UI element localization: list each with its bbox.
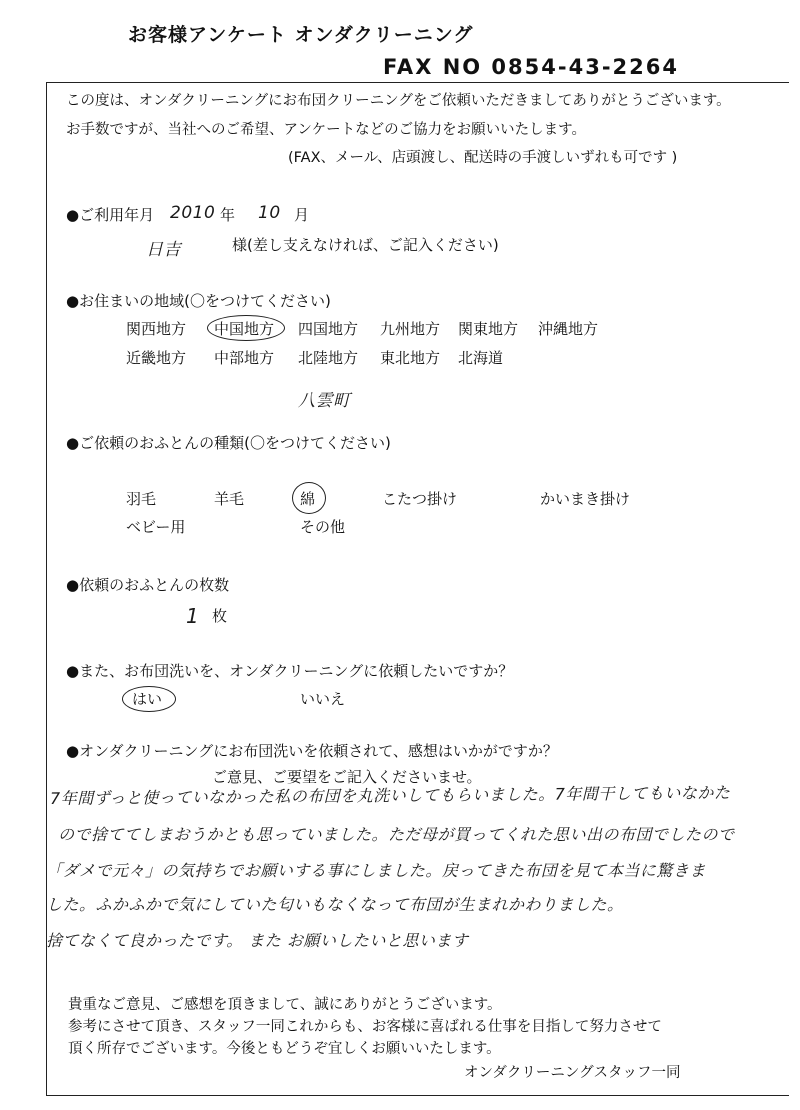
futon-option-baby: ベビー用 — [126, 518, 186, 536]
usage-month-unit: 月 — [294, 206, 310, 224]
request-again-selected-circle — [122, 686, 176, 712]
form-title: お客様アンケート オンダクリーニング — [128, 24, 474, 46]
region-label: ●お住まいの地域(〇をつけてください) — [66, 292, 331, 310]
request-again-yes: はい — [132, 690, 163, 708]
region-option-hokuriku: 北陸地方 — [298, 349, 359, 367]
region-option-kansai: 関西地方 — [126, 320, 187, 338]
closing-signature: オンダクリーニングスタッフ一同 — [464, 1065, 681, 1081]
futon-count-unit: 枚 — [212, 607, 228, 625]
region-option-kinki: 近畿地方 — [126, 349, 187, 367]
request-again-no: いいえ — [300, 690, 346, 708]
region-option-hokkaido: 北海道 — [458, 349, 504, 367]
futon-option-cotton: 綿 — [300, 490, 316, 508]
region-option-shikoku: 四国地方 — [298, 320, 359, 338]
impression-handwritten-line-5: 捨てなくて良かったです。 また お願いしたいと思います — [46, 931, 469, 950]
futon-option-down: 羽毛 — [126, 490, 157, 508]
customer-name-handwritten: 日吉 — [146, 240, 181, 260]
intro-line-2: お手数ですが、当社へのご希望、アンケートなどのご協力をお願いいたします。 — [66, 122, 586, 138]
futon-option-kaimaki: かいまき掛け — [540, 490, 631, 508]
region-selected-circle — [207, 315, 285, 341]
futon-type-label: ●ご依頼のおふとんの種類(〇をつけてください) — [66, 434, 391, 452]
impression-prompt: ご意見、ご要望をご記入くださいませ。 — [212, 768, 482, 786]
closing-line-2: 参考にさせて頂き、スタッフ一同これからも、お客様に喜ばれる仕事を目指して努力させて — [68, 1019, 662, 1035]
region-option-kanto: 関東地方 — [458, 320, 519, 338]
futon-option-kotatsu: こたつ掛け — [382, 490, 458, 508]
town-handwritten: 八雲町 — [298, 391, 351, 411]
impression-handwritten-line-1: 7年間ずっと使っていなかった私の布団を丸洗いしてもらいました。7年間干してもいなかた — [49, 783, 731, 808]
impression-label: ●オンダクリーニングにお布団洗いを依頼されて、感想はいかがですか？ — [66, 742, 558, 760]
region-option-okinawa: 沖縄地方 — [538, 320, 599, 338]
usage-year-unit: 年 — [220, 206, 236, 224]
intro-line-3: (FAX、メール、店頭渡し、配送時の手渡しいずれも可です ) — [288, 150, 678, 166]
futon-selected-circle — [292, 482, 326, 514]
impression-handwritten-line-2: ので捨ててしまおうかとも思っていました。ただ母が買ってくれた思い出の布団でしたので — [58, 825, 735, 844]
region-option-tohoku: 東北地方 — [380, 349, 441, 367]
region-option-chubu: 中部地方 — [214, 349, 275, 367]
region-option-kyushu: 九州地方 — [380, 320, 441, 338]
closing-line-1: 貴重なご意見、ご感想を頂きまして、誠にありがとうございます。 — [68, 997, 502, 1013]
usage-month-handwritten: 10 — [258, 203, 281, 223]
request-again-label: ●また、お布団洗いを、オンダクリーニングに依頼したいですか？ — [66, 662, 514, 680]
futon-count-handwritten: 1 — [186, 604, 200, 628]
futon-option-other: その他 — [300, 518, 346, 536]
intro-line-1: この度は、オンダクリーニングにお布団クリーニングをご依頼いただきましてありがとうございます。 — [66, 93, 731, 109]
impression-handwritten-line-3: 「ダメで元々」の気持ちでお願いする事にしました。戻ってきた布団を見て本当に驚きま — [46, 861, 706, 880]
closing-line-3: 頂く所存でございます。今後ともどうぞ宜しくお願いいたします。 — [68, 1041, 501, 1057]
region-option-chugoku: 中国地方 — [214, 320, 275, 338]
impression-handwritten-line-4: した。ふかふかで気にしていた匂いもなくなって布団が生まれかわりました。 — [46, 895, 624, 914]
futon-count-label: ●依頼のおふとんの枚数 — [66, 576, 230, 594]
fax-number: FAX NO 0854-43-2264 — [383, 55, 679, 79]
usage-date-label: ●ご利用年月 — [66, 206, 155, 224]
futon-option-wool: 羊毛 — [214, 490, 245, 508]
customer-name-label: 様(差し支えなければ、ご記入ください) — [232, 236, 499, 254]
usage-year-handwritten: 2010 — [170, 203, 216, 223]
